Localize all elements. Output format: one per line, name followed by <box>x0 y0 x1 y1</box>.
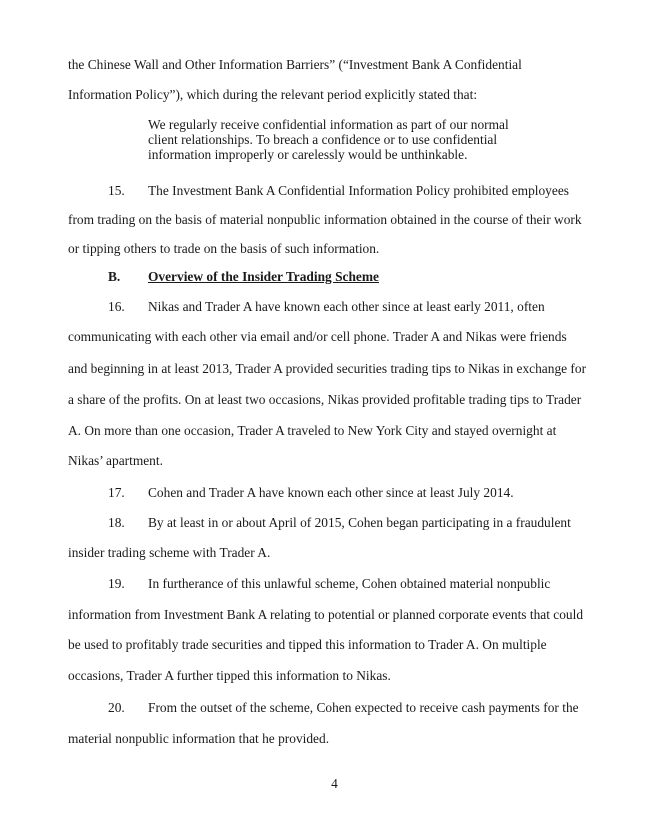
paragraph-16-line-2: communicating with each other via email and/or cell phone. Trader A and Nikas were friends <box>68 329 567 344</box>
paragraph-text: Nikas and Trader A have known each other since at least early 2011, often <box>148 299 545 314</box>
paragraph-16-line-3: and beginning in at least 2013, Trader A provided securities trading tips to Nikas in exchange for <box>68 361 587 376</box>
paragraph-18-first-line <box>108 515 571 531</box>
quote-line-1: We regularly receive confidential information as part of our normal <box>148 117 509 132</box>
paragraph-number: 15. <box>108 183 125 198</box>
paragraph-text: From the outset of the scheme, Cohen expected to receive cash payments for the <box>148 700 579 715</box>
paragraph-16-first-line <box>108 299 545 315</box>
section-heading-b <box>108 269 379 285</box>
paragraph-number: 16. <box>108 299 125 314</box>
paragraph-19-line-2: information from Investment Bank A relating to potential or planned corporate events that could <box>68 607 584 622</box>
paragraph-17-first-line <box>108 485 514 501</box>
intro-line-2: Information Policy”), which during the relevant period explicitly stated that: <box>68 87 478 102</box>
paragraph-15-first-line <box>108 183 569 199</box>
paragraph-number: 20. <box>108 700 125 715</box>
paragraph-number: 18. <box>108 515 125 530</box>
paragraph-20-first-line <box>108 700 579 716</box>
paragraph-18-line-2: insider trading scheme with Trader A. <box>68 545 271 560</box>
paragraph-19-line-4: occasions, Trader A further tipped this information to Nikas. <box>68 668 391 683</box>
paragraph-text: The Investment Bank A Confidential Information Policy prohibited employees <box>148 183 569 198</box>
paragraph-text: By at least in or about April of 2015, Cohen began participating in a fraudulent <box>148 515 571 530</box>
paragraph-number: 17. <box>108 485 125 500</box>
paragraph-text: Cohen and Trader A have known each other since at least July 2014. <box>148 485 514 500</box>
paragraph-20-line-2: material nonpublic information that he provided. <box>68 731 330 746</box>
section-title: Overview of the Insider Trading Scheme <box>148 269 379 284</box>
paragraph-16-line-5: A. On more than one occasion, Trader A traveled to New York City and stayed overnight at <box>68 423 557 438</box>
paragraph-number: 19. <box>108 576 125 591</box>
paragraph-19-first-line <box>108 576 550 592</box>
paragraph-text: In furtherance of this unlawful scheme, Cohen obtained material nonpublic <box>148 576 551 591</box>
quote-line-2: client relationships. To breach a confidence or to use confidential <box>148 132 498 147</box>
page-number: 4 <box>331 776 338 791</box>
quote-line-3: information improperly or carelessly would be unthinkable. <box>148 147 468 162</box>
intro-line-1: the Chinese Wall and Other Information Barriers” (“Investment Bank A Confidential <box>68 57 522 72</box>
paragraph-16-line-4: a share of the profits. On at least two occasions, Nikas provided profitable trading tips to Trader <box>68 392 582 407</box>
section-letter: B. <box>108 269 121 284</box>
paragraph-16-line-6: Nikas’ apartment. <box>68 453 163 468</box>
paragraph-15-line-3: or tipping others to trade on the basis of such information. <box>68 241 380 256</box>
paragraph-19-line-3: be used to profitably trade securities and tipped this information to Trader A. On multiple <box>68 637 547 652</box>
paragraph-15-line-2: from trading on the basis of material nonpublic information obtained in the course of their work <box>68 212 582 227</box>
